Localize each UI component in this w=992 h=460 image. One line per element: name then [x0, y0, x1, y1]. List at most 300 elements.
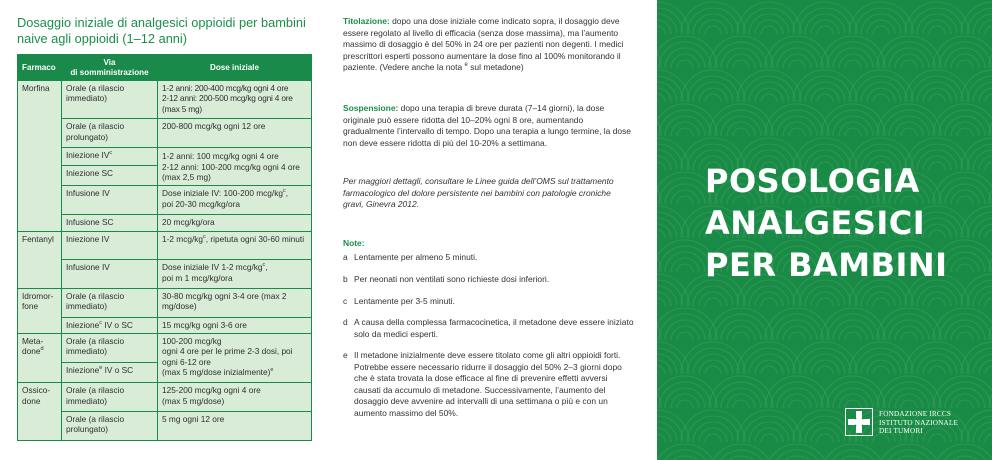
scallop-arc: [895, 54, 923, 68]
dosage-title: Dosaggio iniziale di analgesici oppioidi per bambini naive agli oppioidi (1–12 anni): [17, 15, 306, 46]
scallop-arc: [715, 42, 767, 68]
scallop-arc: [709, 444, 773, 460]
scallop-arc: [789, 60, 805, 68]
scallop-arc: [985, 230, 992, 238]
scallop-arc: [733, 128, 749, 136]
scallop-arc: [677, 332, 693, 340]
table-row: [18, 412, 312, 441]
scallop-arc: [657, 70, 689, 102]
scallop-arc: [961, 138, 992, 170]
table-row: [18, 148, 312, 166]
route-text: Iniezione IV: [66, 150, 110, 161]
table-row: [18, 186, 312, 215]
scallop-arc: [883, 382, 935, 408]
cover-title: [705, 160, 948, 286]
scallop-arc: [839, 122, 867, 136]
scallop-arc: [709, 104, 773, 136]
scallop-arc: [657, 88, 671, 102]
scallop-arc: [765, 104, 829, 136]
scallop-arc: [705, 94, 721, 102]
scallop-arc: [867, 88, 895, 102]
table-row: [18, 81, 312, 119]
scallop-arc: [793, 342, 857, 374]
scallop-arc: [733, 400, 749, 408]
scallop-arc: [951, 326, 979, 340]
scallop-arc: [659, 246, 711, 272]
route-text: IV o SC: [102, 365, 134, 376]
scallop-arc: [867, 20, 895, 34]
dose-text: , ripetuta ogni 30-60 minuti: [205, 233, 305, 244]
titration-text-end: sul metadone): [467, 62, 524, 73]
table-row: [18, 289, 312, 318]
scallop-arc: [905, 70, 969, 102]
scallop-arc: [755, 88, 783, 102]
scallop-arc: [811, 88, 839, 102]
scallop-arc: [845, 60, 861, 68]
scallop-arc: [849, 342, 913, 374]
scallop-arc: [873, 298, 889, 306]
scallop-arc: [715, 314, 767, 340]
scallop-arc: [951, 190, 979, 204]
scallop-arc: [957, 332, 973, 340]
scallop-arc: [789, 332, 805, 340]
scallop-arc: [933, 104, 992, 136]
scallop-arc: [743, 76, 795, 102]
scallop-arc: [727, 122, 755, 136]
withdrawal-paragraph: [343, 103, 631, 149]
note-item: [343, 317, 635, 340]
scallop-arc: [799, 416, 851, 442]
scallop-arc: [765, 36, 829, 68]
route-text: Iniezione: [66, 319, 100, 330]
note-text: A causa della complessa farmacocinetica, il metadone deve essere iniziato solo da medici esperti.: [354, 317, 634, 339]
scallop-arc: [677, 60, 693, 68]
scallop-arc: [827, 110, 879, 136]
route-cell: Orale (a rilascio immediato): [62, 81, 158, 119]
scallop-arc: [765, 308, 829, 340]
scallop-arc: [657, 342, 689, 374]
note-letter: e: [343, 350, 348, 360]
scallop-arc: [765, 444, 829, 460]
scallop-arc: [957, 196, 973, 204]
scallop-arc: [771, 42, 823, 68]
scallop-arc: [659, 178, 711, 204]
scallop-arc: [657, 434, 665, 442]
scallop-arc: [715, 450, 767, 460]
scallop-arc: [743, 8, 795, 34]
scallop-arc: [895, 122, 923, 136]
scallop-arc: [961, 2, 992, 34]
scallop-arc: [671, 394, 699, 408]
table-row: [18, 215, 312, 231]
scallop-arc: [827, 314, 879, 340]
scallop-arc: [821, 444, 885, 460]
text-panel: [343, 0, 643, 460]
scallop-arc: [811, 20, 839, 34]
note-text: Il metadone inizialmente deve essere titolato come gli altri oppioidi forti. Potrebbe essere necessario ridurre il dosaggio del 50% 2–3 giorni dopo che è stata trovata la dose efficace al fine di prevenire effetti avversi causati da accumulo di metadone. Successivamente, l’aumento del dosaggio deve avvenire ad intervalli di una settimana o più e con un aumento massimo del 50%.: [354, 350, 622, 418]
footnote-mark: c: [203, 233, 206, 240]
route-cell: [62, 317, 158, 333]
scallop-arc: [895, 394, 923, 408]
dose-text: , poi 20-30 mcg/kg/ora: [162, 188, 289, 209]
dose-cell: 5 mg ogni 12 ore: [158, 412, 312, 441]
scallop-arc: [985, 434, 992, 442]
scallop-arc: [817, 366, 833, 374]
table-row: [18, 231, 312, 260]
scallop-arc: [985, 162, 992, 170]
scallop-arc: [821, 36, 885, 68]
footnote-mark: c: [109, 150, 113, 157]
scallop-arc: [657, 224, 671, 238]
route-cell: Orale (a rilascio immediato): [62, 289, 158, 318]
scallop-arc: [677, 128, 693, 136]
scallop-arc: [811, 292, 839, 306]
scallop-arc: [771, 450, 823, 460]
note-letter: b: [343, 274, 348, 284]
dose-text: , poi m 1 mcg/kg/ora: [162, 262, 268, 283]
scallop-arc: [889, 456, 929, 460]
scallop-arc: [699, 292, 727, 306]
who-guidelines-paragraph: Per maggiori dettagli, consultare le Linee guida dell’OMS sul trattamento farmacologico del dolore persistente nei bambini con patologie croniche gravi, Ginevra 2012.: [343, 176, 614, 210]
scallop-arc: [817, 434, 833, 442]
table-row: [18, 260, 312, 289]
dose-cell: [158, 334, 312, 383]
note-letter: a: [343, 252, 348, 262]
note-letter: c: [343, 296, 348, 306]
table-row: [18, 317, 312, 333]
scallop-arc: [657, 410, 689, 442]
scallop-arc: [681, 342, 745, 374]
scallop-arc: [827, 382, 879, 408]
scallop-arc: [715, 110, 767, 136]
scallop-arc: [929, 94, 945, 102]
scallop-arc: [761, 298, 777, 306]
scallop-arc: [657, 230, 665, 238]
scallop-arc: [737, 410, 801, 442]
scallop-arc: [923, 360, 951, 374]
scallop-arc: [845, 332, 861, 340]
route-cell: Infusione IV: [62, 186, 158, 215]
scallop-arc: [961, 70, 992, 102]
header-drug: Farmaco: [18, 55, 62, 81]
scallop-arc: [715, 382, 767, 408]
footnote-mark: e: [464, 62, 468, 69]
scallop-arc: [737, 2, 801, 34]
scallop-arc: [657, 94, 665, 102]
route-text: Iniezione: [66, 365, 100, 376]
scallop-arc: [681, 410, 745, 442]
dose-cell: 15 mcg/kg ogni 3-6 ore: [158, 317, 312, 333]
footnote-mark: c: [262, 262, 266, 269]
note-item: [343, 296, 635, 308]
scallop-arc: [793, 2, 857, 34]
route-cell: Orale (a rilascio immediato): [62, 334, 158, 363]
titration-paragraph: [343, 16, 631, 74]
scallop-arc: [951, 54, 979, 68]
scallop-arc: [681, 2, 745, 34]
notes-heading: Note:: [343, 238, 365, 248]
scallop-arc: [923, 88, 951, 102]
scallop-arc: [657, 360, 671, 374]
scallop-arc: [743, 348, 795, 374]
titration-label: Titolazione:: [343, 16, 390, 26]
titration-text: dopo una dose iniziale come indicato sopra, il dosaggio deve essere regolato al livello di efficacia (senza dose massima), ma l’aumento massimo di dosaggio è del 50% in 24 ore per pazienti non degenti. I medici prescrittori esperti possono aumentare la dose fino al 100% monitorando il paziente. (Vedere anche la nota: [343, 16, 624, 73]
note-text: Lentamente per almeno 5 minuti.: [354, 252, 478, 262]
scallop-arc: [799, 76, 851, 102]
scallop-arc: [755, 292, 783, 306]
scallop-arc: [789, 128, 805, 136]
cover-title-line: PER BAMBINI: [705, 246, 948, 284]
scallop-arc: [939, 110, 991, 136]
scallop-arc: [705, 434, 721, 442]
scallop-arc: [793, 70, 857, 102]
scallop-arc: [755, 428, 783, 442]
scallop-arc: [957, 60, 973, 68]
scallop-arc: [687, 76, 739, 102]
drug-morphine: Morfina: [18, 81, 62, 232]
dose-cell: 30-80 mcg/kg ogni 3-4 ore (max 2 mg/dose): [158, 289, 312, 318]
scallop-arc: [883, 42, 935, 68]
scallop-arc: [771, 110, 823, 136]
scallop-arc: [771, 382, 823, 408]
scallop-arc: [877, 308, 941, 340]
scallop-arc: [789, 400, 805, 408]
route-cell: Iniezione SC: [62, 166, 158, 186]
scallop-arc: [681, 70, 745, 102]
route-cell: Orale (a rilascio prolungato): [62, 119, 158, 148]
scallop-arc: [985, 26, 992, 34]
route-cell: Iniezione IV: [62, 231, 158, 260]
scallop-arc: [923, 20, 951, 34]
withdrawal-label: Sospensione:: [343, 103, 399, 113]
scallop-arc: [783, 54, 811, 68]
scallop-arc: [883, 110, 935, 136]
scallop-arc: [657, 162, 665, 170]
scallop-arc: [827, 42, 879, 68]
scallop-arc: [657, 156, 671, 170]
dose-text: Dose iniziale IV: 100-200 mcg/kg: [162, 188, 283, 199]
scallop-arc: [833, 456, 873, 460]
scallop-arc: [821, 308, 885, 340]
header-route: [62, 55, 158, 81]
scallop-arc: [845, 400, 861, 408]
institute-name: [879, 410, 958, 436]
scallop-arc: [929, 366, 945, 374]
footnote-mark: e: [270, 367, 274, 374]
scallop-arc: [849, 2, 913, 34]
route-cell: Orale (a rilascio prolungato): [62, 412, 158, 441]
scallop-arc: [901, 60, 917, 68]
scallop-arc: [855, 8, 907, 34]
scallop-arc: [901, 400, 917, 408]
footnote-mark: c: [99, 320, 102, 327]
scallop-arc: [839, 326, 867, 340]
scallop-arc: [657, 20, 671, 34]
note-item: [343, 252, 635, 264]
dose-cell: 20 mcg/kg/ora: [158, 215, 312, 231]
scallop-arc: [957, 400, 973, 408]
scallop-arc: [761, 434, 777, 442]
footnote-mark: e: [99, 365, 103, 372]
scallop-arc: [877, 444, 941, 460]
scallop-arc: [939, 450, 991, 460]
scallop-arc: [939, 382, 991, 408]
scallop-arc: [951, 122, 979, 136]
scallop-arc: [659, 42, 711, 68]
scallop-arc: [845, 128, 861, 136]
cover-title-line: POSOLOGIA: [705, 162, 920, 200]
scallop-arc: [985, 298, 992, 306]
table-row: [18, 383, 312, 412]
footnote-mark: d: [40, 346, 44, 353]
scallop-arc: [659, 110, 711, 136]
scallop-arc: [705, 26, 721, 34]
scallop-arc: [933, 376, 992, 408]
logo-line: FONDAZIONE IRCCS: [879, 410, 952, 418]
dose-cell: 125-200 mcg/kg ogni 4 ore (max 5 mg/dose): [158, 383, 312, 412]
scallop-arc: [727, 394, 755, 408]
scallop-arc: [659, 314, 711, 340]
route-text: IV o SC: [101, 319, 133, 330]
scallop-arc: [737, 70, 801, 102]
logo-line: DEI TUMORI: [879, 427, 923, 435]
scallop-arc: [951, 258, 979, 272]
scallop-arc: [923, 292, 951, 306]
cross-logo-icon: [845, 408, 873, 436]
note-letter: d: [343, 317, 348, 327]
scallop-arc: [867, 292, 895, 306]
scallop-arc: [901, 128, 917, 136]
dose-cell: [158, 260, 312, 289]
scallop-arc: [733, 332, 749, 340]
logo-line: ISTITUTO NAZIONALE: [879, 418, 959, 427]
scallop-arc: [883, 450, 935, 460]
scallop-arc: [659, 450, 711, 460]
note-item: [343, 274, 635, 286]
scallop-arc: [771, 314, 823, 340]
scallop-arc: [657, 428, 671, 442]
scallop-arc: [783, 326, 811, 340]
drug-oxycodone: Ossico- done: [18, 383, 62, 441]
scallop-arc: [883, 314, 935, 340]
scallop-arc: [839, 54, 867, 68]
scallop-arc: [877, 36, 941, 68]
scallop-arc: [671, 258, 699, 272]
scallop-arc: [737, 342, 801, 374]
drug-methadone-label: Meta- done: [22, 336, 44, 357]
table-row: [18, 334, 312, 363]
scallop-arc: [687, 348, 739, 374]
scallop-arc: [677, 264, 693, 272]
scallop-arc: [905, 2, 969, 34]
scallop-arc: [659, 382, 711, 408]
scallop-arc: [911, 8, 963, 34]
scallop-arc: [755, 360, 783, 374]
scallop-arc: [933, 308, 992, 340]
dose-text: 100-200 mcg/kg ogni 4 ore per le prime 2-3 dosi, poi ogni 6-12 ore (max 5 mg/dose inizialmente): [162, 336, 293, 378]
route-cell: [62, 148, 158, 166]
scallop-arc: [687, 416, 739, 442]
scallop-arc: [657, 366, 665, 374]
withdrawal-text: dopo una terapia di breve durata (7–14 giorni), la dose originale può essere ridotta del 10–20% ogni 8 ore, aumentando gradualmente l’intervallo di tempo. Dopo una terapia a lungo termine, la dose non deve essere ridotta di più del 10-20% a settimana.: [343, 103, 631, 148]
scallop-arc: [957, 128, 973, 136]
scallop-arc: [657, 2, 689, 34]
scallop-arc: [761, 94, 777, 102]
scallop-arc: [799, 8, 851, 34]
scallop-arc: [811, 360, 839, 374]
scallop-arc: [657, 26, 665, 34]
dose-cell: [158, 231, 312, 260]
scallop-arc: [657, 274, 689, 306]
scallop-arc: [783, 122, 811, 136]
scallop-arc: [727, 54, 755, 68]
scallop-arc: [873, 26, 889, 34]
scallop-arc: [687, 8, 739, 34]
scallop-arc: [817, 94, 833, 102]
scallop-arc: [677, 196, 693, 204]
scallop-arc: [671, 190, 699, 204]
scallop-arc: [657, 138, 689, 170]
scallop-arc: [821, 376, 885, 408]
scallop-arc: [849, 70, 913, 102]
table-header-row: [18, 55, 312, 81]
scallop-arc: [945, 456, 985, 460]
scallop-arc: [755, 20, 783, 34]
drug-hydromorphone: Idromor- fone: [18, 289, 62, 334]
scallop-arc: [929, 26, 945, 34]
scallop-arc: [905, 342, 969, 374]
scallop-arc: [699, 360, 727, 374]
scallop-arc: [901, 332, 917, 340]
scallop-arc: [799, 348, 851, 374]
scallop-arc: [777, 456, 817, 460]
scallop-arc: [743, 416, 795, 442]
dose-cell: 1-2 anni: 100 mcg/kg ogni 4 ore 2-12 anni: 100-200 mcg/kg ogni 4 ore (max 2,5 mg): [158, 148, 312, 186]
scallop-arc: [961, 206, 992, 238]
route-cell: Infusione SC: [62, 215, 158, 231]
scallop-arc: [961, 274, 992, 306]
cover-title-line: ANALGESICI: [705, 204, 926, 242]
route-cell: Infusione IV: [62, 260, 158, 289]
scallop-arc: [827, 450, 879, 460]
note-text: Lentamente per 3-5 minuti.: [354, 296, 455, 306]
scallop-arc: [765, 376, 829, 408]
dosage-table: [17, 54, 312, 441]
institute-logo: [845, 408, 985, 438]
scallop-arc: [939, 314, 991, 340]
scallop-arc: [657, 292, 671, 306]
dosage-panel: [0, 0, 330, 460]
note-item: [343, 350, 635, 420]
scallop-arc: [911, 76, 963, 102]
scallop-arc: [721, 456, 761, 460]
table-row: [18, 119, 312, 148]
scallop-arc: [877, 104, 941, 136]
scallop-arc: [733, 60, 749, 68]
scallop-arc: [709, 308, 773, 340]
scallop-arc: [761, 26, 777, 34]
scallop-arc: [699, 428, 727, 442]
scallop-arc: [657, 298, 665, 306]
scallop-arc: [705, 366, 721, 374]
scallop-arc: [929, 298, 945, 306]
scallop-arc: [811, 428, 839, 442]
cover-panel: [657, 0, 992, 460]
scallop-arc: [933, 36, 992, 68]
dose-text: Dose iniziale IV 1-2 mcg/kg: [162, 262, 263, 273]
scallop-arc: [855, 348, 907, 374]
dose-cell: 200-800 mcg/kg ogni 12 ore: [158, 119, 312, 148]
